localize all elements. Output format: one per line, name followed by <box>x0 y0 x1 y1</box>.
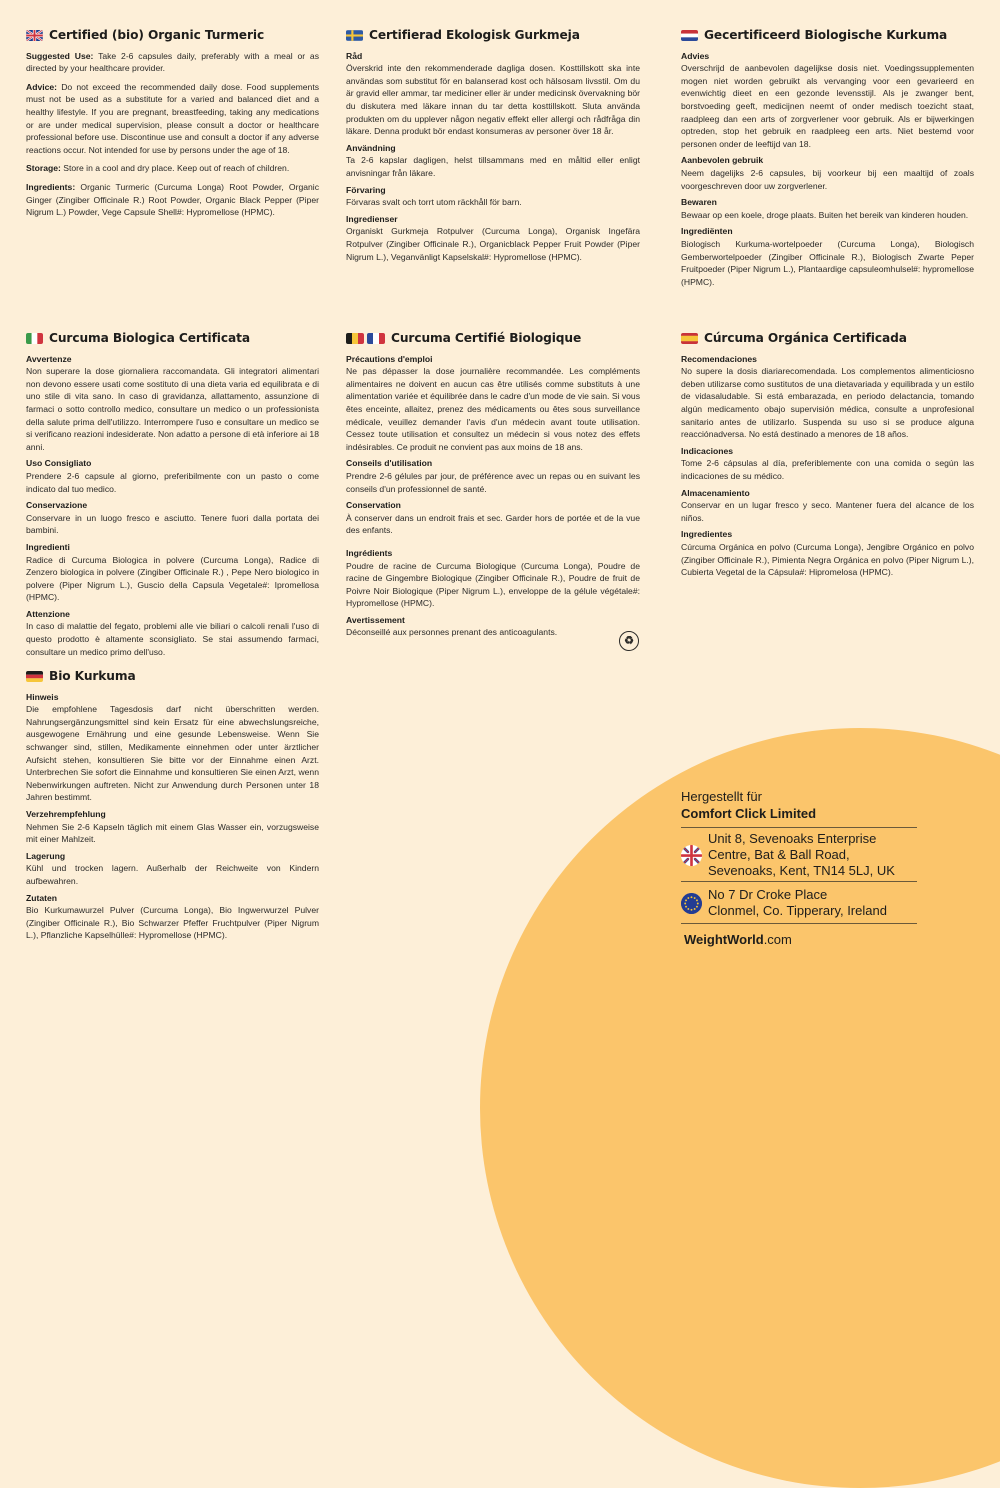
uk-flag-icon <box>26 30 43 41</box>
belgium-flag-icon <box>346 333 364 344</box>
spain-flag-icon <box>681 333 698 344</box>
section-swedish: Certifierad Ekologisk Gurkmeja Råd Överskrid inte den rekommenderade dagliga dosen. Kosttillskott ska inte användas som substitut för en balanserad kost och hälsosam livsstil. Om du är gravid eller ammar, tar mediciner eller är under medicinsk övervakning bör du diskutera med läkare innan du tar detta kosttillskott. Sluta använda produkten om du upplever någon negativ effekt eller allergi och rådfråga din läkare. Denna produkt bör endast konsumeras av personer över 18 år. Användning Ta 2-6 kapslar dagligen, helst tillsammans med en måltid eller enligt anvisningar från läkare. Förvaring Förvaras svalt och torrt utom räckhåll för barn. Ingredienser Organiskt Gurkmeja Rotpulver (Curcuma Longa), Organisk Ingefära Rotpulver (Zingiber Officinale R.), Organicblack Pepper Fruit Powder (Piper Nigrum L.), Veganvänligt Kapselskal#: Hypromellose (HPMC). <box>346 28 640 262</box>
netherlands-flag-icon <box>681 30 698 41</box>
section-italian: Curcuma Biologica Certificata Avvertenze Non superare la dose giornaliera raccomandata. Gli integratori alimentari non devono essere usati come sostituto di una dieta varia ed equilibrata e di uno stile di vita sano. In caso di gravidanza, allattamento, assunzione di farmaci o sotto controllo medico, consultare un medico o un professionista della salute prima dell'utilizzo. Interrompere l'uso e consultare un medico se si verificano reazioni indesiderate. Non adatto a persone di età inferiore ai 18 anni. Uso Consigliato Prendere 2-6 capsule al giorno, preferibilmente con un pasto o come indicato dal tuo medico. Conservazione Conservare in un luogo fresco e asciutto. Tenere fuori dalla portata dei bambini. Ingredienti Radice di Curcuma Biologica in polvere (Curcuma Longa), Radice di Zenzero biologica in polvere (Zingiber Officinale R.) , Pepe Nero biologico in polvere (Piper Nigrum L.), Guscio della Capsula Vegetale#: Ipromellosa (HPMC). Attenzione In caso di malattie del fegato, problemi alle vie biliari o calcoli renali l'uso di questo prodotto è altamente sconsigliato. Se stai assumendo farmaci, consultare un medico primo dell'uso. <box>26 331 319 657</box>
section-title: Gecertificeerd Biologische Kurkuma <box>681 29 974 42</box>
section-french: Curcuma Certifié Biologique Précautions d'emploi Ne pas dépasser la dose journalière recommandée. Les compléments alimentaires ne doivent en aucun cas être utilisés comme substituts à une alimentation variée et équilibrée dans le cadre d'un mode de vie sain. Si vous êtes enceinte, allaitez, prenez des médicaments ou êtes sous surveillance médicale, veuillez demander l'avis d'un médecin avant toute utilisation. Cessez toute utilisation et consultez un médecin si vous notez des effets indésirables. Ce produit ne convient pas aux moins de 18 ans. Conseils d'utilisation Prendre 2-6 gélules par jour, de préférence avec un repas ou en suivant les conseils d'un professionnel de santé. Conservation À conserver dans un endroit frais et sec. Garder hors de portée et de la vue des enfants. Ingrédients Poudre de racine de Curcuma Biologique (Curcuma Longa), Poudre de racine de Gingembre Biologique (Zingiber Officinale R.), Poudre de fruit de Poivre Noir Biologique (Piper Nigrum L.), enveloppe de la gélule végétale#: Hypromellose (HPMC). Avertissement Déconseillé aux personnes prenant des anticoagulants. <box>346 331 641 638</box>
made-for-label: Hergestellt für <box>681 789 762 804</box>
italy-flag-icon <box>26 333 43 344</box>
section-title: Curcuma Certifié Biologique <box>346 332 640 345</box>
section-title: Cúrcuma Orgánica Certificada <box>681 332 974 345</box>
recycle-icon: ♻ <box>619 631 639 651</box>
section-german: Bio Kurkuma Hinweis Die empfohlene Tagesdosis darf nicht überschritten werden. Nahrungsergänzungsmittel sind kein Ersatz für eine abwechslungsreiche, ausgewogene Ernährung und eine gesunde Lebensweise. Wenn Sie schwanger sind, stillen, Medikamente einnehmen oder unter ärztlicher Aufsicht stehen, konsultieren Sie bitte vor der Einnahme einen Arzt. Unterbrechen Sie sofort die Einnahme und konsultieren Sie einen Arzt, wenn Nebenwirkungen auftreten. Nicht zur Anwendung durch Personen unter 18 Jahren bestimmt. Verzehrempfehlung Nehmen Sie 2-6 Kapseln täglich mit einem Glas Wasser ein, vorzugsweise mit einer Mahlzeit. Lagerung Kühl und trocken lagern. Außerhalb der Reichweite von Kindern aufbewahren. Zutaten Bio Kurkumawurzel Pulver (Curcuma Longa), Bio Ingwerwurzel Pulver (Zingiber Officinale R.), Bio Schwarzer Pfeffer Fruchtpulver (Piper Nigrum L.), Pflanzliche Kapselhülle#: Hypromellose (HPMC). <box>26 669 319 941</box>
eu-address: No 7 Dr Croke Place Clonmel, Co. Tipperary, Ireland <box>681 882 917 923</box>
section-title: Certified (bio) Organic Turmeric <box>26 29 319 42</box>
uk-round-flag-icon <box>681 845 702 866</box>
section-title: Curcuma Biologica Certificata <box>26 332 319 345</box>
section-title: Bio Kurkuma <box>26 670 319 683</box>
germany-flag-icon <box>26 671 43 682</box>
sweden-flag-icon <box>346 30 363 41</box>
website-link[interactable]: WeightWorld.com <box>684 932 792 947</box>
france-flag-icon <box>367 333 385 344</box>
section-dutch: Gecertificeerd Biologische Kurkuma Advies Overschrijd de aanbevolen dagelijkse dosis niet. Voedingssupplementen mogen niet worden gebruikt als vervanging voor een gevarieerd en evenwichtig dieet en een gezonde levensstijl. Als je zwanger bent, borstvoeding geeft, medicijnen neemt of onder medisch toezicht staat, raadpleeg dan een arts of zorgverlener voor gebruik. Als er bijwerkingen optreden, stop het gebruik en raadpleeg een arts. Niet bestemd voor personen onder de leeftijd van 18. Aanbevolen gebruik Neem dagelijks 2-6 capsules, bij voorkeur bij een maaltijd of zoals voorgeschreven door uw zorgverlener. Bewaren Bewaar op een koele, droge plaats. Buiten het bereik van kinderen houden. Ingrediënten Biologisch Kurkuma-wortelpoeder (Curcuma Longa), Biologisch Gemberwortelpoeder (Zingiber Officinale R.), Biologisch Zwarte Peper Fruitpoeder (Piper Nigrum L.), Plantaardige capsuleomhulsel#: hypromellose (HPMC). <box>681 28 974 287</box>
uk-address: Unit 8, Sevenoaks Enterprise Centre, Bat & Ball Road, Sevenoaks, Kent, TN14 5LJ, UK <box>681 828 917 881</box>
company-name: Comfort Click Limited <box>681 806 817 821</box>
section-english: Certified (bio) Organic Turmeric Suggested Use: Take 2-6 capsules daily, preferably with a meal or as directed by your healthcare provider. Advice: Do not exceed the recommended daily dose. Food supplements must not be used as a substitute for a varied and balanced diet and a healthy lifestyle. If you are pregnant, breastfeeding, taking any medications or are under medical supervision, please consult a doctor or healthcare professional before use. Discontinue use and consult a doctor if any adverse reactions occur. Not intended for use by persons under the age of 18. Storage: Store in a cool and dry place. Keep out of reach of children. Ingredients: Organic Turmeric (Curcuma Longa) Root Powder, Organic Ginger (Zingiber Officinale R.) Root Powder, Organic Black Pepper (Piper Nigrum L.) Powder, Vege Capsule Shell#: Hypromellose (HPMC). <box>26 28 320 218</box>
section-spanish: Cúrcuma Orgánica Certificada Recomendaciones No supere la dosis diariarecomendada. Los complementos alimenticiosno deben utilizarse como sustitutos de una dietavariada y equilibrada y un estilo de vidasaludable. Si está embarazada, en periodo delactancia, tomando algún medicamento obajo supervisión médica, consulte a unprofesional sanitario antes de utilizarlo. Suspenda su uso si se produce alguna reacciónadversa. No está destinado a menores de 18 años. Indicaciones Tome 2-6 cápsulas al día, preferiblemente con una comida o según las indicaciones de su médico. Almacenamiento Conservar en un lugar fresco y seco. Mantener fuera del alcance de los niños. Ingredientes Cúrcuma Orgánica en polvo (Curcuma Longa), Jengibre Orgánico en polvo (Zingiber Officinale R.), Pimienta Negra Orgánica en polvo (Piper Nigrum L.), Cubierta Vegetal de la Cápsula#: Hipromelosa (HPMC). <box>681 331 974 578</box>
manufacturer-block <box>681 788 917 947</box>
section-title: Certifierad Ekologisk Gurkmeja <box>346 29 640 42</box>
eu-round-flag-icon <box>681 893 702 914</box>
divider <box>681 923 917 924</box>
